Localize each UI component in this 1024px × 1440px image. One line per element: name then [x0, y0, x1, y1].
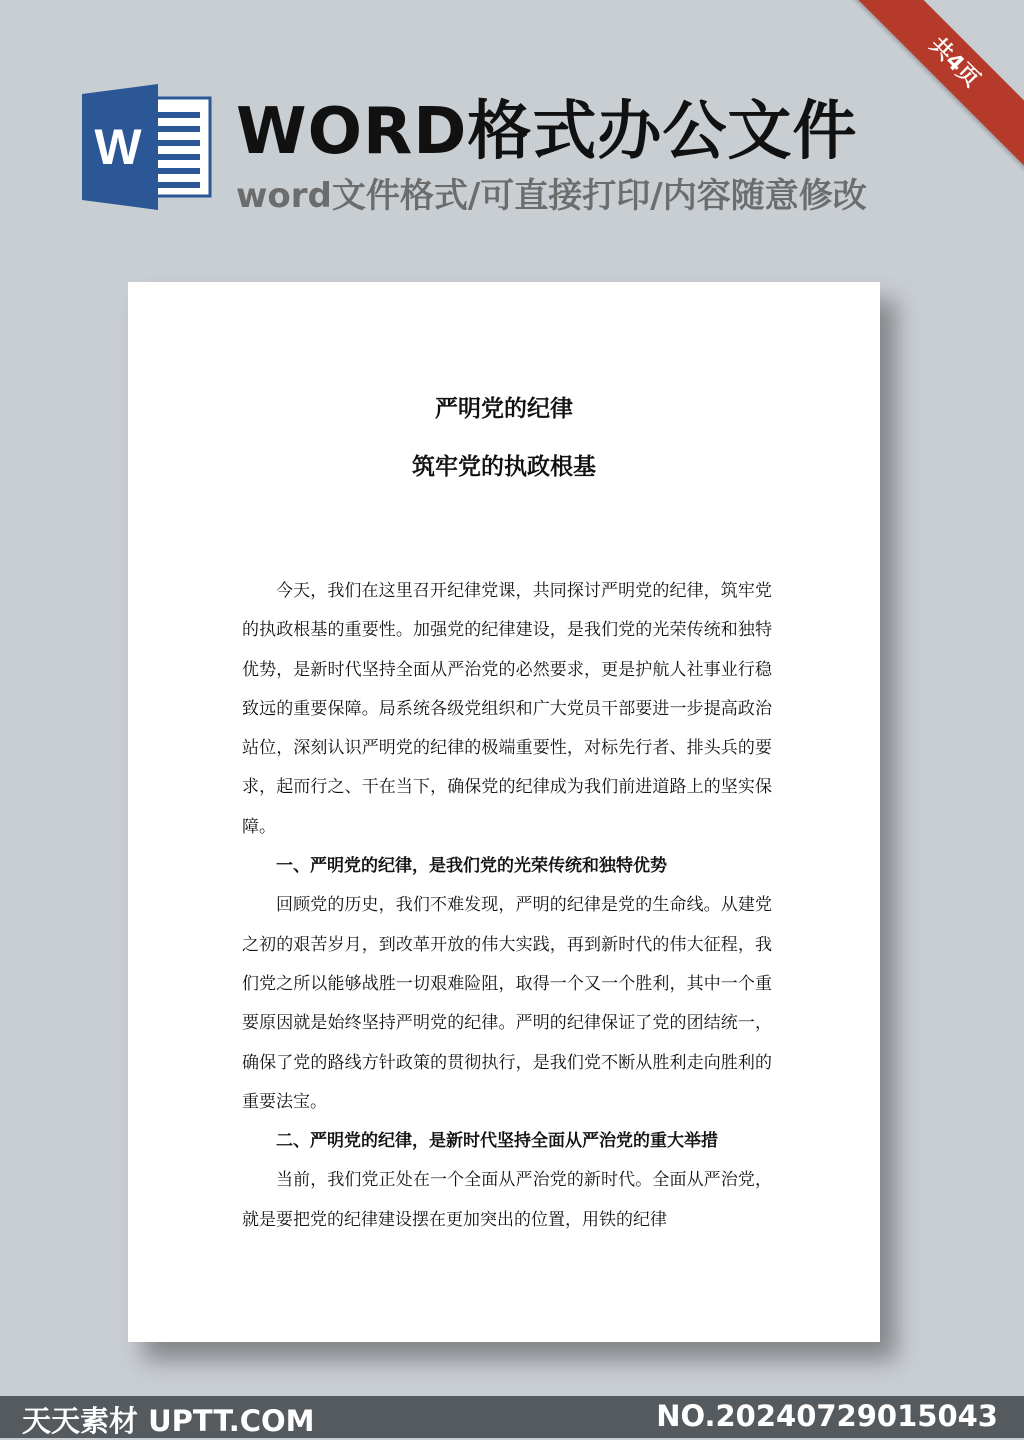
paragraph: 当前，我们党正处在一个全面从严治党的新时代。全面从严治党，就是要把党的纪律建设摆在更加突出的位置，用铁的纪律 [242, 1170, 772, 1230]
document-page [128, 282, 880, 1342]
paragraph: 回顾党的历史，我们不难发现，严明的纪律是党的生命线。从建党之初的艰苦岁月，到改革开放的伟大实践，再到新时代的伟大征程，我们党之所以能够战胜一切艰难险阻，取得一个又一个胜利，其中一个重要原因就是始终坚持严明党的纪律。严明的纪律保证了党的团结统一，确保了党的路线方针政策的贯彻执行，是我们党不断从胜利走向胜利的重要法宝。 [242, 895, 772, 1112]
header-subtitle: word文件格式/可直接打印/内容随意修改 [236, 176, 867, 216]
paragraph: 今天，我们在这里召开纪律党课，共同探讨严明党的纪律，筑牢党的执政根基的重要性。加强党的纪律建设，是我们党的光荣传统和独特优势，是新时代坚持全面从严治党的必然要求，更是护航人社事业行稳致远的重要保障。局系统各级党组织和广大党员干部要进一步提高政治站位，深刻认识严明党的纪律的极端重要性，对标先行者、排头兵的要求，起而行之、干在当下，确保党的纪律成为我们前进道路上的坚实保障。 [242, 581, 772, 837]
site-watermark: 天天素材 UPTT.COM [22, 1404, 315, 1438]
item-number: NO.20240729015043 [656, 1399, 998, 1433]
document-body [242, 572, 772, 1240]
section-heading: 一、严明党的纪律，是我们党的光荣传统和独特优势 [276, 856, 667, 877]
document-title-line2: 筑牢党的执政根基 [412, 454, 596, 480]
svg-text:W: W [94, 119, 142, 175]
word-doc-icon [82, 84, 212, 210]
footer-bar [0, 1396, 1024, 1438]
section-heading: 二、严明党的纪律，是新时代坚持全面从严治党的重大举措 [276, 1131, 718, 1152]
page-count-ribbon [839, 0, 1024, 178]
page-count-label: 共4页 [924, 32, 985, 93]
header-title: WORD格式办公文件 [236, 95, 858, 169]
document-title-line1: 严明党的纪律 [435, 396, 573, 422]
